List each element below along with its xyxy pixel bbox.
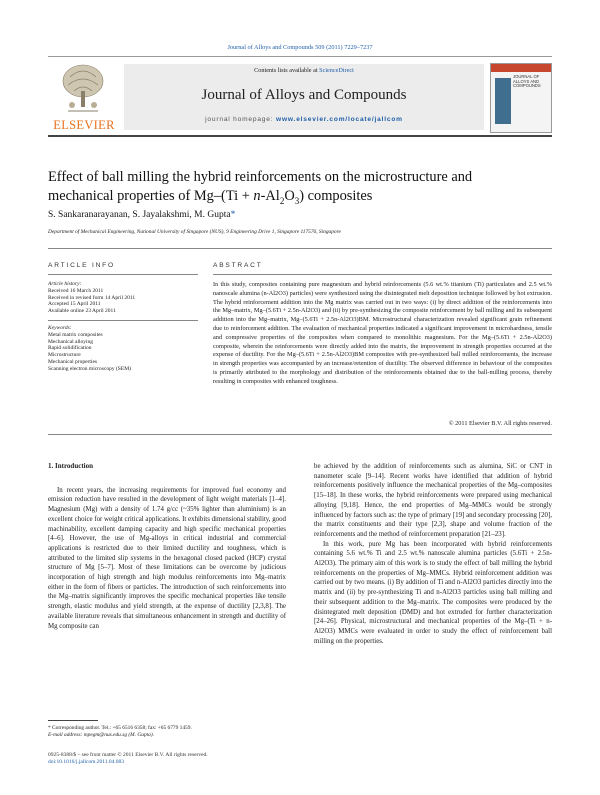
affiliation: Department of Mechanical Engineering, National University of Singapore (NUS), 9 Engineering Drive 1, Singapore 117576, Singapore <box>48 229 341 235</box>
authors-text: S. Sankaranarayanan, S. Jayalakshmi, M. Gupta <box>48 210 231 220</box>
sciencedirect-link[interactable]: ScienceDirect <box>319 67 354 74</box>
journal-homepage <box>124 116 484 123</box>
publisher-name: ELSEVIER <box>53 118 115 132</box>
divider <box>48 274 198 275</box>
history-item: Received in revised form 14 April 2011 <box>48 294 136 301</box>
keyword-item: Metal matrix composites <box>48 331 103 338</box>
homepage-link[interactable]: www.elsevier.com/locate/jallcom <box>276 116 403 123</box>
copyright: © 2011 Elsevier B.V. All rights reserved. <box>448 420 552 427</box>
body-paragraph: In this work, pure Mg has been incorporated with hybrid reinforcements containing 5.6 wt.% Ti and 2.5 wt.% nanoscale alumina particles (5.6Ti + 2.5n-Al2O3). The primary aim of this work is to study the effect of ball milling the hybrid reinforcements on the properties of Mg–MMCs. Hybrid reinforcement addition was carried out by two means. (i) By addition of Ti and n-Al2O3 particles directly into the matrix and (ii) by pre-synthesizing Ti and n-Al2O3 particles using ball milling and their subsequent addition to the Mg–matrix. The composites were produced by the disintegrated melt deposition (DMD) and hot extruded for further characterization [24–26]. Physical, microstructural and mechanical properties of the Mg–(Ti + n-Al2O3) MMCs were evaluated in order to study the effect of reinforcement ball milling on the properties. <box>314 540 552 645</box>
keyword-item: Mechanical alloying <box>48 338 94 345</box>
abstract-text: In this study, composites containing pure magnesium and hybrid reinforcements (5.6 wt.% titanium (Ti) particulates and 2.5 wt.% nanoscale alumina (n-Al2O3) particles) were synthesized using the disintegrated melt deposition technique followed by hot extrusion. The hybrid reinforcement addition into the Mg matrix was carried out in two ways: (i) by direct addition of the reinforcements into the Mg–matrix, Mg–(5.6Ti + 2.5n-Al2O3) and (ii) by pre-synthesizing the composite reinforcement by ball milling and its subsequent addition into the Mg–matrix, Mg–(5.6Ti + 2.5n-Al2O3)BM. Microstructural characterization revealed significant grain refinement due to reinforcement addition. The evaluation of mechanical properties indicated a significant improvement in microhardness, tensile and compressive properties of the composites when compared to monolithic magnesium. For the Mg–(5.6Ti + 2.5n-Al2O3) composite, wherein the reinforcements were directly added into the matrix, the improvement in strength properties occurred at the expense of ductility. For the Mg–(5.6Ti + 2.5n-Al2O3)BM composites with pre-synthesized ball milled reinforcements, the increase in strength properties was accompanied by an increase/retention of ductility. The observed difference in behaviour of the composites is primarily attributed to the morphology and distribution of the reinforcements obtained due to the ball-milling process, thereby resulting in composites with enhanced toughness. <box>213 281 552 385</box>
footnote <box>48 720 286 739</box>
history-label: Article history: <box>48 281 82 287</box>
keyword-item: Rapid solidification <box>48 345 92 352</box>
homepage-prefix: journal homepage: <box>205 116 277 123</box>
doi-link[interactable]: doi:10.1016/j.jallcom.2011.04.083 <box>48 759 125 765</box>
cover-image <box>495 78 511 124</box>
keyword-item: Mechanical properties <box>48 358 98 365</box>
footnote-email[interactable]: E-mail address: mpegm@nus.edu.sg (M. Gupta). <box>48 732 154 738</box>
author-list <box>48 210 235 220</box>
history-item: Accepted 15 April 2011 <box>48 301 101 308</box>
divider <box>48 320 198 321</box>
bottom-matter <box>48 752 208 766</box>
footnote-corresponding: * Corresponding author. Tel.: +65 6516 6358; fax: +65 6779 1459. <box>48 725 192 731</box>
body-column-left <box>48 462 286 631</box>
corresponding-author-mark[interactable]: * <box>230 210 236 220</box>
cover-title: JOURNAL OF ALLOYS AND COMPOUNDS <box>513 74 541 89</box>
body-paragraph: be achieved by the addition of reinforcements such as alumina, SiC or CNT in nanometer scale [9–14]. Recent works have identified that addition of hybrid reinforcements positively influence the mechanical properties of the Mg–composites [15–18]. In these works, the hybrid reinforcements were prepared using mechanical alloying [9,18]. Hence, the end properties of Mg–MMCs would be strongly influenced by factors such as: the type of primary [19] and secondary processing [20], the matrix constituents and their type [2,3], shape and volume fraction of the reinforcements and the method of reinforcement preparation [21–23]. <box>314 463 552 538</box>
body-column-right <box>314 462 552 646</box>
abstract-heading: ABSTRACT <box>213 262 263 269</box>
keywords <box>48 325 198 373</box>
journal-citation[interactable]: Journal of Alloys and Compounds 509 (2011) 7229–7237 <box>227 44 373 51</box>
elsevier-tree-icon <box>60 63 106 113</box>
history-item: Available online 23 April 2011 <box>48 308 116 315</box>
keyword-item: Scanning electron microscopy (SEM) <box>48 365 131 372</box>
contents-prefix: Contents lists available at <box>254 67 320 74</box>
journal-cover-thumbnail <box>490 63 552 133</box>
body-paragraph: In recent years, the increasing requirements for improved fuel economy and emission reduction have resulted in the development of light weight materials [1–4]. Magnesium (Mg) with a density of 1.74 g/cc (~35% lighter than aluminium) is an excellent choice for weight critical applications. It exhibits dimensional stability, good machinability, excellent damping capacity and high specific mechanical properties [4–6]. However, the use of Mg-alloys in critical industrial and commercial applications is restricted due to their limited ductility and toughness, which is attributed to the limited slip systems in the hexagonal closed packed (HCP) crystal structure of Mg [5–7]. Most of these limitations can be overcome by judicious incorporation of high strength and high modulus reinforcements into Mg–matrix either in the form of fibers or particles. The introduction of such reinforcements into the Mg–matrix significantly improves the specific mechanical properties like tensile strength, elastic modulus and yield strength, at the expense of ductility [2,3,8]. The available literature reveals that simultaneous enhancement in strength and ductility of Mg composite can <box>48 486 286 630</box>
section-heading-introduction: 1. Introduction <box>48 462 93 470</box>
keywords-label: Keywords: <box>48 325 72 331</box>
contents-line <box>124 67 484 74</box>
divider <box>48 434 552 435</box>
elsevier-logo <box>48 57 118 135</box>
divider <box>48 248 552 249</box>
journal-banner <box>48 56 552 137</box>
issn-line: 0925-8388/$ – see front matter © 2011 Elsevier B.V. All rights reserved. <box>48 752 208 758</box>
journal-info-box <box>124 64 484 130</box>
article-info-heading: ARTICLE INFO <box>48 262 115 269</box>
history-item: Received 16 March 2011 <box>48 287 104 294</box>
article-history <box>48 281 198 315</box>
divider <box>213 274 552 275</box>
journal-name: Journal of Alloys and Compounds <box>201 87 407 103</box>
article-title: Effect of ball milling the hybrid reinforcements on the microstructure and mechanical properties of $Mg-(Ti + n-Al_2O_3)$ composites <box>48 169 473 206</box>
keyword-item: Microstructure <box>48 352 81 359</box>
